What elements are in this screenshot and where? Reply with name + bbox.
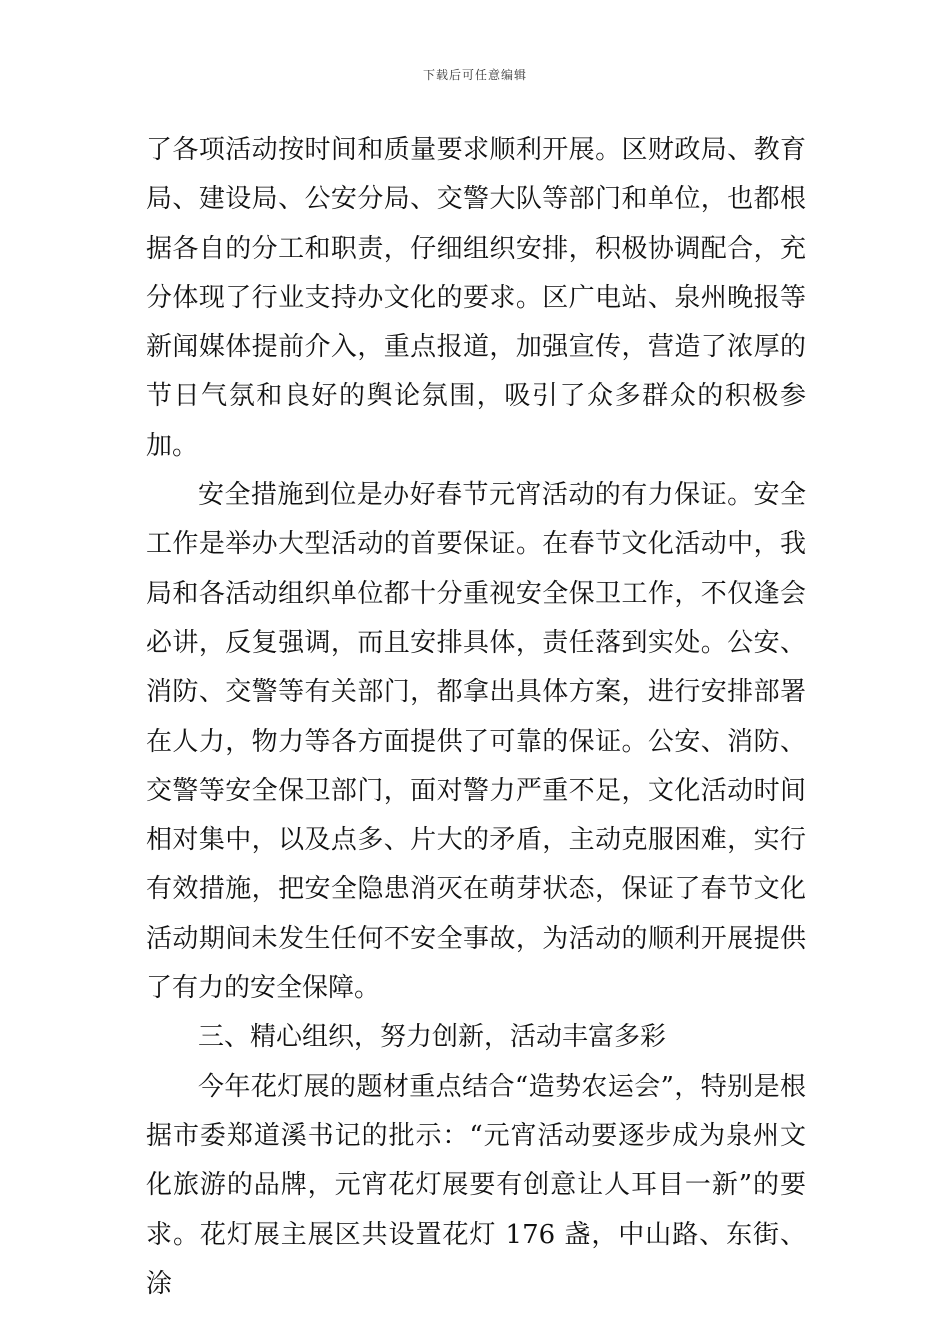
- paragraph-safety-measures: 安全措施到位是办好春节元宵活动的有力保证。安全工作是举办大型活动的首要保证。在春节文化活动中，我局和各活动组织单位都十分重视安全保卫工作，不仅逢会必讲，反复强调，而且安排具体，责任落到实处。公安、消防、交警等有关部门，都拿出具体方案，进行安排部署在人力，物力等各方面提供了可靠的保证。公安、消防、交警等安全保卫部门，面对警力严重不足，文化活动时间相对集中，以及点多、片大的矛盾，主动克服困难，实行有效措施，把安全隐患消灭在萌芽状态，保证了春节文化活动期间未发生任何不安全事故，为活动的顺利开展提供了有力的安全保障。: [146, 480, 806, 1004]
- document-body: [146, 126, 806, 1309]
- section-heading: 三、精心组织，努力创新，活动丰富多彩: [198, 1022, 667, 1053]
- paragraph-continuation: 了各项活动按时间和质量要求顺利开展。区财政局、教育局、建设局、公安分局、交警大队等部门和单位，也都根据各自的分工和职责，仔细组织安排，积极协调配合，充分体现了行业支持办文化的要求。区广电站、泉州晚报等新闻媒体提前介入，重点报道，加强宣传，营造了浓厚的节日气氛和良好的舆论氛围，吸引了众多群众的积极参加。: [146, 135, 806, 461]
- header-note: 下载后可任意编辑: [422, 68, 527, 82]
- paragraph-lantern-exhibition: 今年花灯展的题材重点结合“造势农运会”，特别是根据市委郑道溪书记的批示：“元宵活动要逐步成为泉州文化旅游的品牌，元宵花灯展要有创意让人耳目一新”的要求。花灯展主展区共设置花灯 176 盏，中山路、东街、涂: [146, 1071, 806, 1299]
